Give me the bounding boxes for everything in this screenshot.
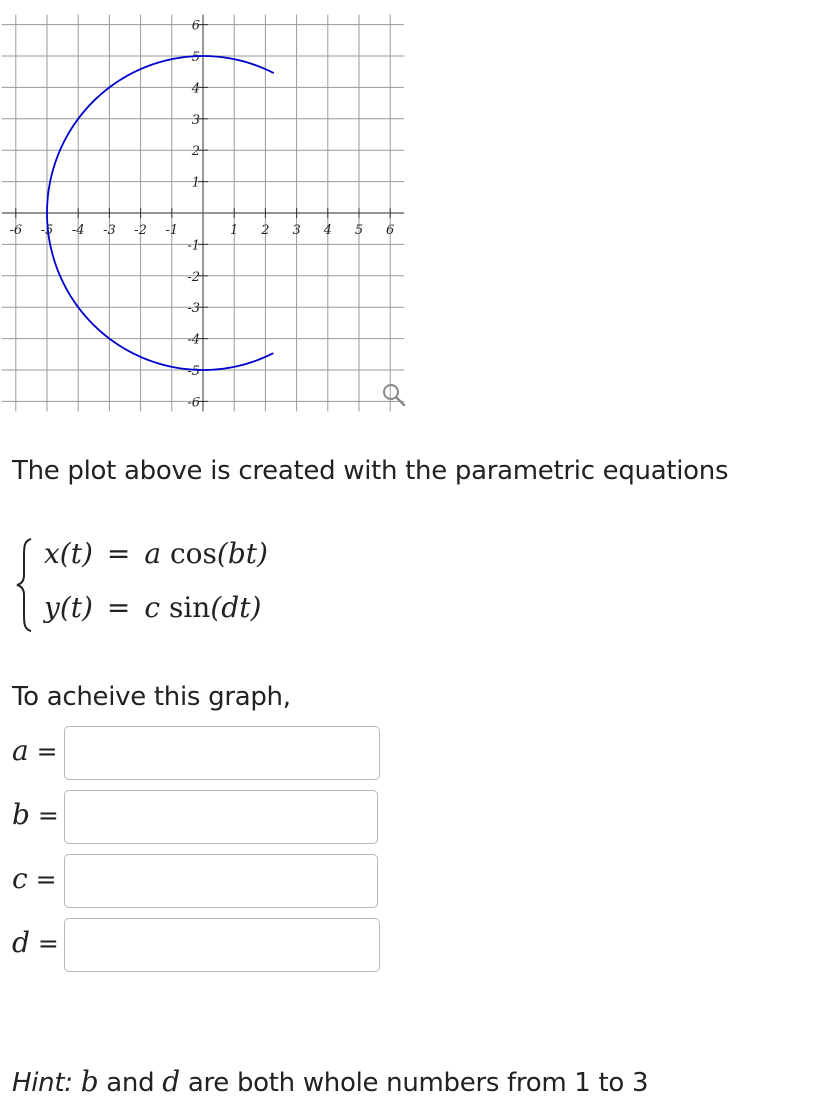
x-tick-label: -5 [40, 223, 54, 238]
y-lhs: y(t) [44, 591, 93, 624]
x-lhs: x(t) [44, 537, 93, 570]
x-equals: = [106, 537, 131, 570]
equals-b: = [37, 801, 59, 830]
answer-input-b[interactable] [64, 790, 378, 844]
var-c: c [12, 862, 28, 895]
hint-rest: are both whole numbers from 1 to 3 [187, 1068, 649, 1098]
x-fn: cos [169, 537, 217, 570]
var-a: a [12, 734, 29, 767]
hint-label: Hint: [12, 1068, 73, 1098]
y-tick-label: -5 [187, 364, 200, 379]
hint-var-d: d [162, 1065, 180, 1098]
y-coef: c [144, 591, 161, 624]
answer-label-b [12, 798, 59, 831]
x-tick-label: 4 [323, 223, 332, 238]
equals-c: = [35, 865, 57, 894]
magnifier-icon [378, 380, 412, 410]
y-tick-label: -3 [187, 301, 200, 317]
y-tick-label: 5 [191, 50, 200, 65]
y-tick-label: 1 [191, 175, 200, 191]
answer-label-c [12, 862, 57, 895]
hint-var-b: b [80, 1065, 99, 1098]
y-tick-label: -6 [187, 395, 200, 411]
y-tick-label: 4 [191, 81, 200, 97]
x-tick-label: 1 [230, 223, 239, 238]
x-tick-label: 5 [354, 223, 364, 238]
answer-label-d [12, 926, 59, 959]
answer-input-c[interactable] [64, 854, 378, 908]
y-tick-label: 2 [191, 144, 200, 160]
equals-d: = [37, 929, 59, 958]
equation-y [44, 591, 261, 624]
left-brace [14, 537, 36, 633]
var-d: d [12, 926, 30, 959]
x-arg: (bt) [216, 537, 268, 570]
equation-system [14, 535, 334, 635]
x-tick-label: 2 [261, 223, 270, 238]
achieve-text: To acheive this graph, [12, 682, 291, 712]
x-tick-label: -6 [9, 223, 23, 238]
x-tick-label: -3 [103, 223, 116, 238]
y-equals: = [106, 591, 131, 624]
x-tick-label: -2 [134, 223, 147, 238]
y-fn: sin [168, 591, 211, 624]
x-tick-label: -4 [71, 223, 85, 238]
x-coef: a [144, 537, 162, 570]
hint-text [12, 1065, 648, 1098]
graph-canvas [0, 0, 430, 420]
x-tick-label: 3 [292, 223, 301, 238]
equals-a: = [36, 737, 58, 766]
intro-text: The plot above is created with the parametric equations [12, 456, 729, 486]
answer-input-d[interactable] [64, 918, 380, 972]
y-tick-label: -2 [187, 269, 200, 285]
y-tick-label: -1 [187, 238, 200, 254]
parametric-graph [0, 0, 430, 420]
y-tick-label: -4 [187, 332, 200, 348]
equation-x [44, 537, 268, 570]
var-b: b [12, 798, 30, 831]
y-tick-label: 6 [191, 18, 200, 34]
y-arg: (dt) [210, 591, 262, 624]
x-tick-label: 6 [386, 223, 395, 238]
answer-input-a[interactable] [64, 726, 380, 780]
y-tick-label: 3 [191, 112, 200, 128]
answer-label-a [12, 734, 58, 767]
x-tick-label: -1 [165, 223, 179, 238]
hint-and: and [106, 1068, 155, 1098]
zoom-button[interactable] [378, 380, 412, 410]
